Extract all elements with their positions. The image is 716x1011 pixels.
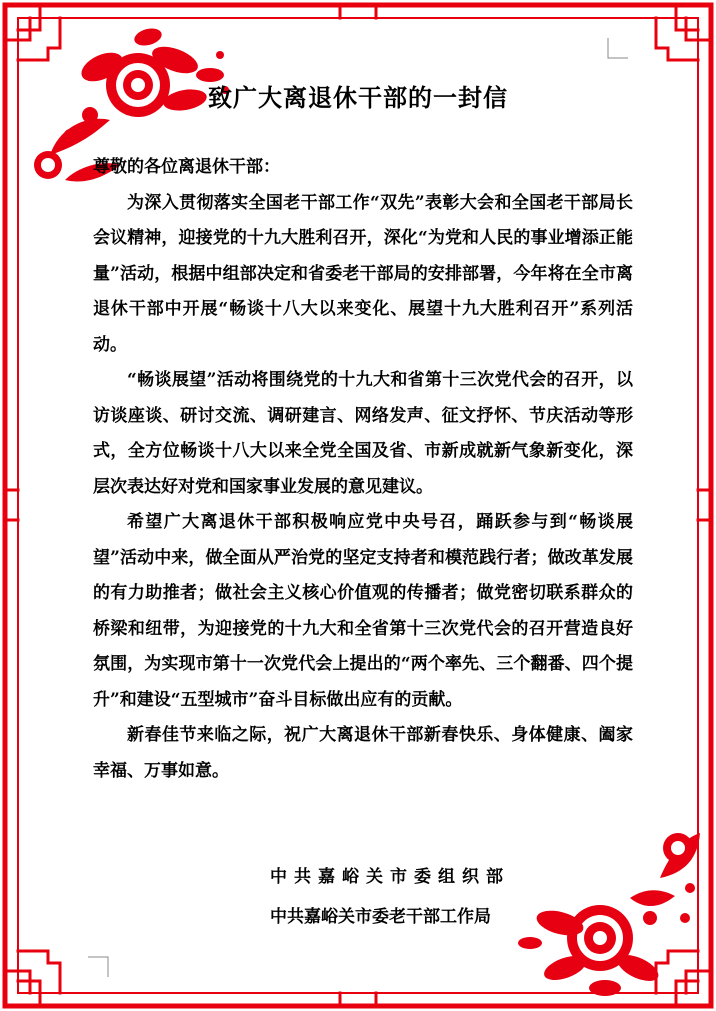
letter-title: 致广大离退休干部的一封信 [208,83,508,112]
page-corner-mark-bottom [88,955,110,977]
page-corner-mark-top [606,38,628,60]
salutation: 尊敬的各位离退休干部： [93,157,280,177]
paragraph-2: “畅谈展望”活动将围绕党的十九大和省第十三次党代会的召开，以访谈座谈、研讨交流、调研建言、网络发声、征文抒怀、节庆活动等形式，全方位畅谈十八大以来全党全国及省、市新成就新气象新变化，深层次表达好对党和国家事业发展的意见建议。 [93,370,633,497]
signature-veteran-cadre-bureau: 中共嘉峪关市委老干部工作局 [270,907,491,927]
paragraph-4: 新春佳节来临之际，祝广大离退休干部新春快乐、身体健康、阖家幸福、万事如意。 [93,725,633,781]
letter-body [93,150,633,789]
paragraph-1: 为深入贯彻落实全国老干部工作“双先”表彰大会和全国老干部局长会议精神，迎接党的十九大胜利召开，深化“为党和人民的事业增添正能量”活动，根据中组部决定和省委老干部局的安排部署，今年将在全市离退休干部中开展“畅谈十八大以来变化、展望十九大胜利召开”系列活动。 [93,192,633,355]
signature-organization-dept: 中共嘉峪关市委组织部 [270,867,510,887]
paragraph-3: 希望广大离退休干部积极响应党中央号召，踊跃参与到“畅谈展望”活动中来，做全面从严治党的坚定支持者和模范践行者；做改革发展的有力助推者；做社会主义核心价值观的传播者；做党密切联系群众的桥梁和纽带，为迎接党的十九大和全省第十三次党代会的召开营造良好氛围，为实现市第十一次党代会上提出的“两个率先、三个翻番、四个提升”和建设“五型城市”奋斗目标做出应有的贡献。 [93,512,633,710]
